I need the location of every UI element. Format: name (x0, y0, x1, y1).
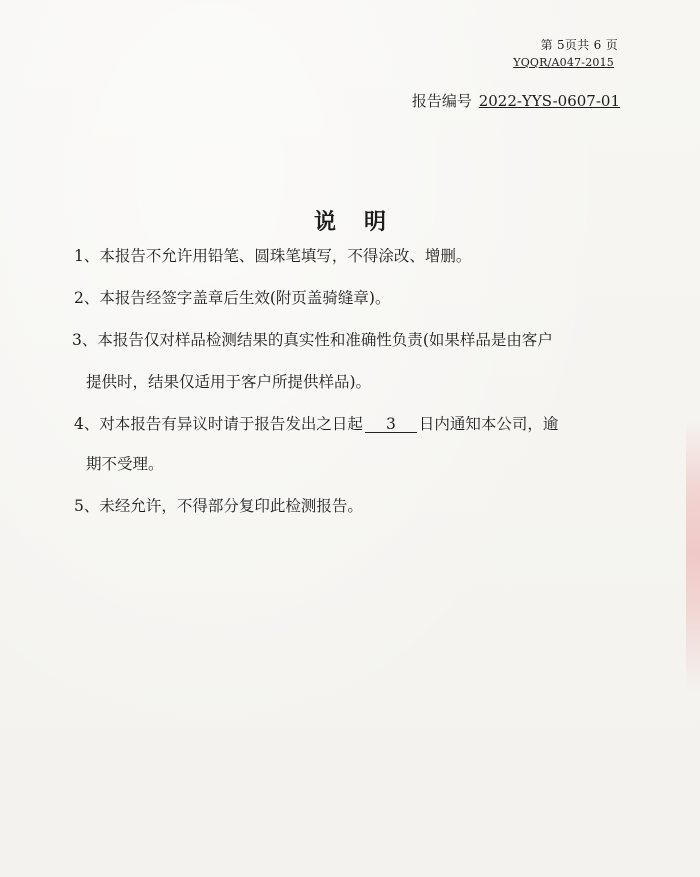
form-code: YQQR/A047-2015 (513, 56, 614, 69)
note-2: 2、本报告经签字盖章后生效(附页盖骑缝章)。 (74, 289, 391, 307)
seam-stamp-edge (686, 420, 700, 690)
report-number-label: 报告编号 (411, 92, 472, 110)
note-4 (74, 414, 558, 434)
report-number-line (412, 90, 620, 111)
note-5: 5、未经允许，不得部分复印此检测报告。 (74, 497, 363, 515)
page-title: 说明 (313, 210, 414, 235)
note-3-continued: 提供时，结果仅适用于客户所提供样品)。 (86, 373, 372, 391)
note-4-suffix: 日内通知本公司，逾 (418, 415, 559, 433)
note-4-days-blank: 3 (365, 416, 417, 433)
report-number-value: 2022-YYS-0607-01 (478, 92, 620, 110)
note-4-prefix: 4、对本报告有异议时请于报告发出之日起 (74, 415, 363, 433)
note-3: 3、本报告仅对样品检测结果的真实性和准确性负责(如果样品是由客户 (72, 331, 553, 349)
note-4-continued: 期不受理。 (86, 455, 164, 473)
page-counter: 第 5页共 6 页 (540, 38, 618, 52)
note-1: 1、本报告不允许用铅笔、圆珠笔填写，不得涂改、增删。 (74, 247, 472, 265)
